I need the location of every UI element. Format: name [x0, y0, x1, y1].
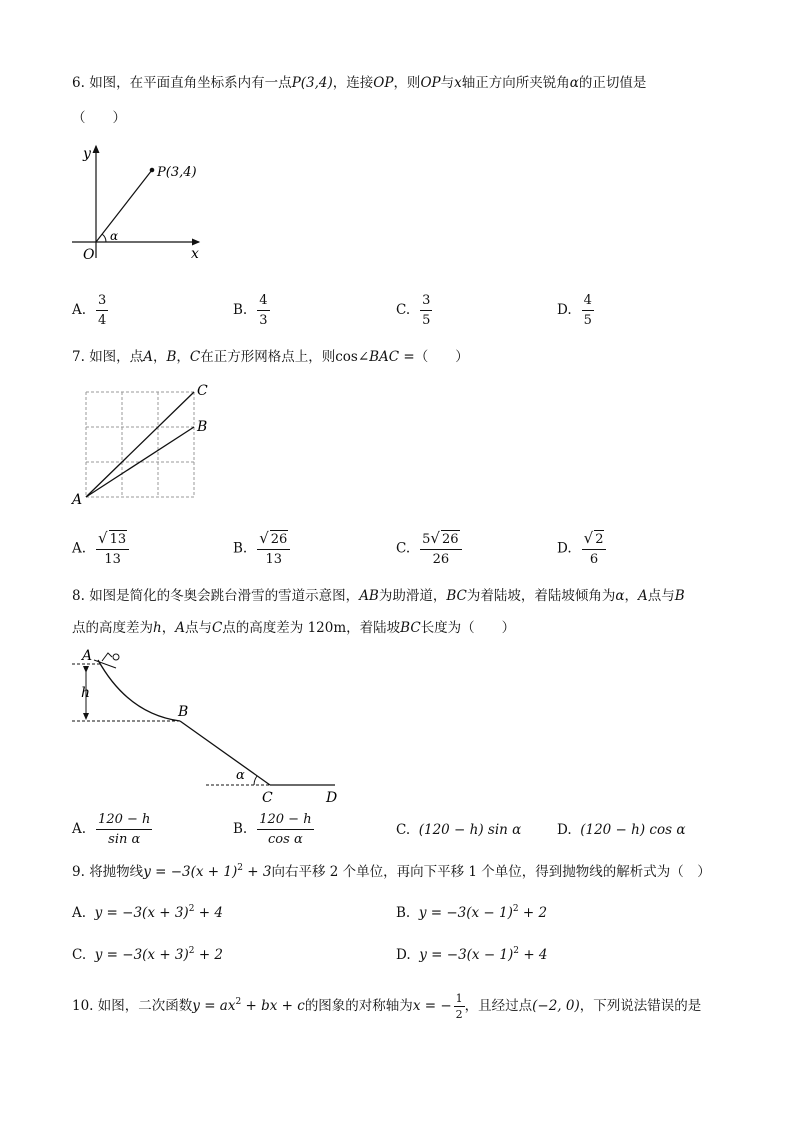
label-c: C	[262, 790, 273, 806]
q6-figure	[68, 140, 208, 265]
q6-stem: 6. 如图，在平面直角坐标系内有一点P(3,4)，连接OP，则OP与x轴正方向所夹锐角α的正切值是	[72, 75, 647, 91]
fraction: $\frac{√ 13}{13}$	[96, 530, 129, 568]
label-a: A	[82, 648, 93, 664]
label-b: B	[197, 419, 208, 435]
fraction: $\frac{4}{3}$	[259, 293, 268, 328]
y-label: y	[83, 146, 91, 162]
q9-number: 9.	[72, 864, 85, 880]
q8-stem-line2: 点的高度差为h，A点与C点的高度差为 120m，着陆坡BC长度为（ ）	[72, 620, 516, 636]
label-a: A	[72, 492, 83, 508]
fraction: $\frac{5√ 26}{26}$	[420, 530, 461, 568]
segment-op	[96, 170, 152, 242]
fraction: $\frac{120 - h}{\text{cos α}}$	[259, 812, 312, 847]
q6-answer-paren: （ ）	[72, 110, 126, 126]
fraction: $\frac{3}{5}$	[422, 293, 431, 328]
p-label: P(3,4)	[157, 165, 197, 180]
q7-number: 7.	[72, 349, 85, 365]
q6-option-d[interactable]: D. $\frac{4}{5}$	[557, 293, 592, 328]
q6-number: 6.	[72, 75, 85, 91]
q8-option-a[interactable]: A. $\frac{120 - h}{\text{sin α}}$	[72, 812, 151, 847]
label-alpha: α	[236, 768, 245, 783]
label-d: D	[326, 790, 338, 806]
segment-ac	[86, 392, 194, 497]
q7-stem: 7. 如图，点A，B，C在正方形网格点上，则cos∠BAC =（ ）	[72, 349, 469, 365]
q8-option-d[interactable]: D. (120 − h) cos α	[557, 822, 686, 838]
q8-stem-line1: 8. 如图是简化的冬奥会跳台滑雪的雪道示意图，AB为助滑道，BC为着陆坡，着陆坡倾角为α，A点与B	[72, 588, 685, 604]
fraction: $\frac{1}{2}$	[455, 992, 463, 1021]
q9-option-d[interactable]: D. $y = -3(x - 1)^2 + 4$	[396, 946, 548, 963]
angle-arc	[102, 234, 106, 242]
q7-option-a[interactable]: A. $\frac{√ 13}{13}$	[72, 530, 129, 568]
q6-option-b[interactable]: B. $\frac{4}{3}$	[233, 293, 268, 328]
q7-figure	[68, 380, 218, 510]
inrun-curve	[98, 660, 180, 721]
q9-option-a[interactable]: A. $y = -3(x + 3)^2 + 4$	[72, 904, 223, 921]
q8-option-c[interactable]: C. (120 − h) sin α	[396, 822, 522, 838]
landing-slope	[180, 721, 270, 785]
q8-number: 8.	[72, 588, 85, 604]
q9-stem: 9. 将抛物线$y = -3(x + 1)^2 + 3$向右平移 2 个单位，再向下平移 1 个单位，得到抛物线的解析式为（ ）	[72, 863, 711, 880]
q7-option-b[interactable]: B. $\frac{√ 26}{13}$	[233, 530, 290, 568]
q8-figure	[68, 644, 358, 809]
point-p	[150, 168, 155, 173]
q9-option-c[interactable]: C. $y = -3(x + 3)^2 + 2$	[72, 946, 224, 963]
q10-number: 10.	[72, 998, 94, 1014]
q10-stem: 10. 如图，二次函数$y = ax^2$ + bx + c的图象的对称轴为x = − $\frac{1}{2}$ ，且经过点(−2, 0)，下列说法错误的是	[72, 992, 702, 1021]
q6-option-c[interactable]: C. $\frac{3}{5}$	[396, 293, 431, 328]
fraction: $\frac{4}{5}$	[583, 293, 592, 328]
label-b: B	[178, 704, 189, 720]
q7-option-d[interactable]: D. $\frac{√ 2}{6}$	[557, 530, 606, 568]
fraction: $\frac{3}{4}$	[98, 293, 107, 328]
fraction: $\frac{√ 26}{13}$	[257, 530, 290, 568]
label-h: h	[81, 685, 91, 701]
origin-label: O	[83, 247, 95, 263]
angle-arc	[254, 776, 257, 785]
q7-option-c[interactable]: C. $\frac{5√ 26}{26}$	[396, 530, 462, 568]
alpha-label: α	[110, 229, 119, 243]
fraction: $\frac{120 - h}{\text{sin α}}$	[98, 812, 151, 847]
label-c: C	[197, 383, 208, 399]
q9-option-b[interactable]: B. $y = -3(x - 1)^2 + 2$	[396, 904, 548, 921]
q8-option-b[interactable]: B. $\frac{120 - h}{\text{cos α}}$	[233, 812, 312, 847]
q6-option-a[interactable]: A. $\frac{3}{4}$	[72, 293, 107, 328]
fraction: $\frac{√ 2}{6}$	[582, 530, 607, 568]
x-label: x	[191, 246, 199, 262]
